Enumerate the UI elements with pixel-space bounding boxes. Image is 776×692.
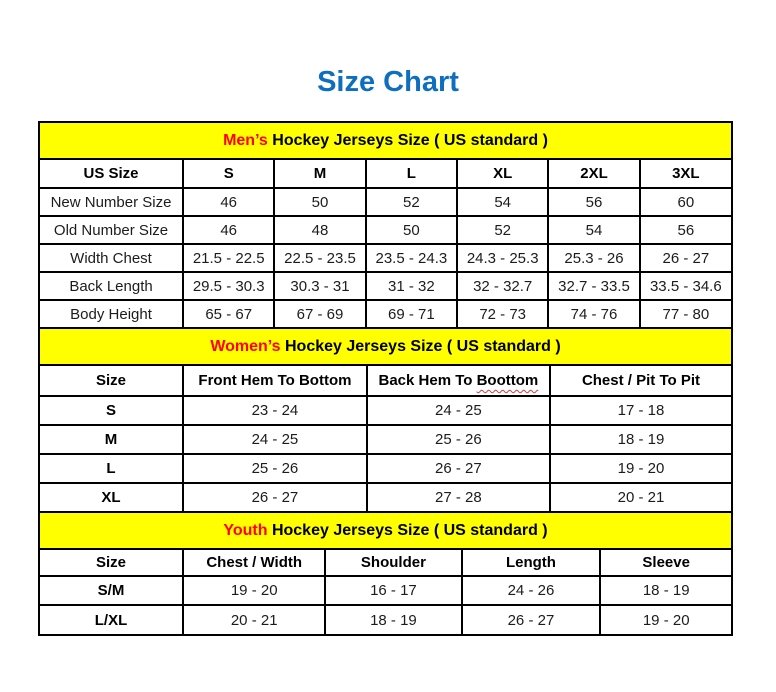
mens-cell: 56 <box>640 216 731 244</box>
mens-cell: 56 <box>548 188 639 216</box>
youth-cell: 16 - 17 <box>325 576 461 605</box>
womens-row-label: L <box>40 454 183 483</box>
mens-row-label: Body Height <box>40 300 183 328</box>
womens-banner-rest: Hockey Jerseys Size ( US standard ) <box>280 337 561 355</box>
mens-row-label: Old Number Size <box>40 216 183 244</box>
youth-row-label: S/M <box>40 576 183 605</box>
mens-cell: 52 <box>366 188 457 216</box>
mens-cell: 52 <box>457 216 548 244</box>
mens-cell: 29.5 - 30.3 <box>183 272 274 300</box>
mens-cell: 33.5 - 34.6 <box>640 272 731 300</box>
youth-col-header: Chest / Width <box>183 550 325 576</box>
womens-section-banner <box>40 329 731 366</box>
mens-col-header: M <box>274 160 365 188</box>
page-title: Size Chart <box>317 66 459 98</box>
mens-cell: 46 <box>183 188 274 216</box>
mens-cell: 21.5 - 22.5 <box>183 244 274 272</box>
mens-cell: 32.7 - 33.5 <box>548 272 639 300</box>
mens-cell: 74 - 76 <box>548 300 639 328</box>
mens-col-header: 2XL <box>548 160 639 188</box>
mens-cell: 54 <box>548 216 639 244</box>
mens-col-header: US Size <box>40 160 183 188</box>
mens-cell: 23.5 - 24.3 <box>366 244 457 272</box>
mens-cell: 77 - 80 <box>640 300 731 328</box>
youth-col-header: Sleeve <box>600 550 731 576</box>
youth-cell: 19 - 20 <box>642 611 690 629</box>
womens-cell: 27 - 28 <box>367 483 550 512</box>
womens-cell: 24 - 25 <box>367 396 550 425</box>
mens-row-label: Width Chest <box>40 244 183 272</box>
womens-cell: 18 - 19 <box>550 425 731 454</box>
mens-cell: 46 <box>183 216 274 244</box>
mens-col-header: 3XL <box>640 160 731 188</box>
youth-cell: 20 - 21 <box>183 605 325 634</box>
womens-header-row <box>40 366 731 396</box>
womens-cell: 24 - 25 <box>183 425 367 454</box>
mens-cell: 22.5 - 23.5 <box>274 244 365 272</box>
womens-col-header-back-hem: Back Hem To Boottom <box>367 366 550 396</box>
womens-cell: 25 - 26 <box>183 454 367 483</box>
youth-section-banner <box>40 513 731 550</box>
mens-cell: 50 <box>274 188 365 216</box>
womens-row-label: M <box>40 425 183 454</box>
youth-banner-rest: Hockey Jerseys Size ( US standard ) <box>267 521 548 539</box>
table-row <box>40 425 731 454</box>
mens-row-label: Back Length <box>40 272 183 300</box>
mens-col-header: S <box>183 160 274 188</box>
mens-cell: 25.3 - 26 <box>548 244 639 272</box>
womens-col-header: Front Hem To Bottom <box>183 366 367 396</box>
mens-banner-rest: Hockey Jerseys Size ( US standard ) <box>267 131 548 149</box>
youth-col-header: Shoulder <box>325 550 461 576</box>
mens-cell: 60 <box>640 188 731 216</box>
youth-cell: 18 - 19 <box>325 605 461 634</box>
womens-banner-highlight: Women’s <box>210 337 281 355</box>
womens-cell: 19 - 20 <box>550 454 731 483</box>
youth-cell: 24 - 26 <box>462 576 601 605</box>
mens-section-banner <box>40 123 731 160</box>
youth-cell: 18 - 19 <box>600 576 731 605</box>
table-row <box>40 244 731 272</box>
womens-cell: 17 - 18 <box>550 396 731 425</box>
youth-row-label: L/XL <box>40 605 183 634</box>
mens-cell: 54 <box>457 188 548 216</box>
mens-cell: 72 - 73 <box>457 300 548 328</box>
mens-cell: 65 - 67 <box>183 300 274 328</box>
womens-row-label: S <box>40 396 183 425</box>
mens-col-header: L <box>366 160 457 188</box>
mens-cell: 48 <box>274 216 365 244</box>
mens-cell: 26 - 27 <box>640 244 731 272</box>
table-row <box>40 605 731 634</box>
youth-cell: 26 - 27 <box>462 605 601 634</box>
mens-cell: 32 - 32.7 <box>457 272 548 300</box>
mens-size-table <box>40 160 731 329</box>
mens-cell: 24.3 - 25.3 <box>457 244 548 272</box>
mens-cell: 50 <box>366 216 457 244</box>
womens-col-header: Chest / Pit To Pit <box>550 366 731 396</box>
table-row <box>40 272 731 300</box>
table-row <box>40 576 731 605</box>
table-row <box>40 188 731 216</box>
mens-cell: 67 - 69 <box>274 300 365 328</box>
mens-cell: 69 - 71 <box>366 300 457 328</box>
mens-cell: 31 - 32 <box>366 272 457 300</box>
youth-header-row <box>40 550 731 576</box>
mens-row-label: New Number Size <box>40 188 183 216</box>
youth-banner-highlight: Youth <box>223 521 268 539</box>
mens-banner-highlight: Men’s <box>223 131 268 149</box>
mens-col-header: XL <box>457 160 548 188</box>
womens-cell: 26 - 27 <box>183 483 367 512</box>
mens-cell: 30.3 - 31 <box>274 272 365 300</box>
youth-col-header: Size <box>40 550 183 576</box>
womens-cell: 26 - 27 <box>367 454 550 483</box>
youth-cell: 19 - 20 <box>183 576 325 605</box>
table-row <box>40 396 731 425</box>
womens-cell: 20 - 21 <box>550 483 731 512</box>
table-row <box>40 300 731 328</box>
mens-header-row <box>40 160 731 188</box>
womens-size-table <box>40 366 731 513</box>
table-row <box>40 216 731 244</box>
youth-size-table <box>40 550 731 634</box>
size-chart-table-group <box>38 121 733 636</box>
womens-cell: 25 - 26 <box>367 425 550 454</box>
womens-row-label: XL <box>40 483 183 512</box>
womens-cell: 23 - 24 <box>183 396 367 425</box>
womens-col-header: Size <box>40 366 183 396</box>
table-row <box>40 483 731 512</box>
table-row <box>40 454 731 483</box>
youth-col-header: Length <box>462 550 601 576</box>
